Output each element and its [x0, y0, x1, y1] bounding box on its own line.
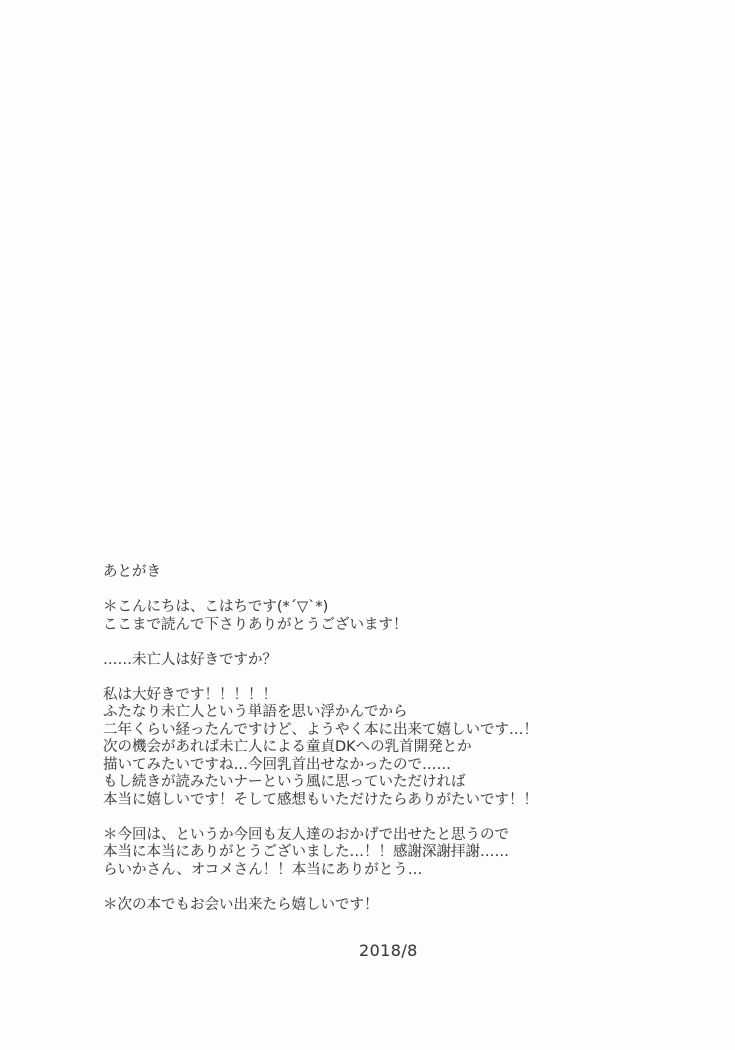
afterword-heading-paragraph: [103, 564, 538, 582]
text-line: 本当に嬉しいです！そして感想もいただけたらありがたいです！！: [103, 791, 538, 808]
afterword-paragraph: [103, 599, 538, 634]
afterword-paragraph: [103, 897, 538, 915]
text-line: 描いてみたいですね…今回乳首出せなかったので……: [103, 756, 451, 773]
afterword-heading: あとがき: [103, 564, 161, 580]
text-line: 本当に本当にありがとうございました…！！感謝深謝拝謝……: [103, 844, 509, 860]
text-line: ここまで読んで下さりありがとうございます！: [103, 616, 408, 633]
text-line: ＊今回は、というか今回も友人達のおかげで出せたと思うので: [103, 826, 509, 843]
text-line: らいかさん、オコメさん！！本当にありがとう…: [103, 861, 423, 878]
text-line: 二年くらい経ったんですけど、ようやく本に出来て嬉しいです…！: [103, 721, 538, 738]
text-line: ＊こんにちは、こはちです(*´▽`*): [103, 599, 329, 615]
text-line: ふたなり未亡人という単語を思い浮かんでから: [103, 704, 408, 720]
text-line: 私は大好きです！！！！！: [103, 686, 277, 703]
text-line: もし続きが読みたいナーという風に思っていただければ: [103, 774, 466, 790]
afterword-text: [103, 564, 538, 932]
afterword-paragraph: [103, 652, 538, 670]
text-line: ＊次の本でもお会い出来たら嬉しいです！: [103, 896, 379, 913]
afterword-paragraph: [103, 827, 538, 880]
publication-date: 2018/8: [359, 941, 418, 960]
text-line: ……未亡人は好きですか？: [103, 651, 277, 668]
text-line: 次の機会があれば未亡人による童貞DKへの乳首開発とか: [103, 739, 472, 755]
afterword-paragraph: [103, 687, 538, 810]
